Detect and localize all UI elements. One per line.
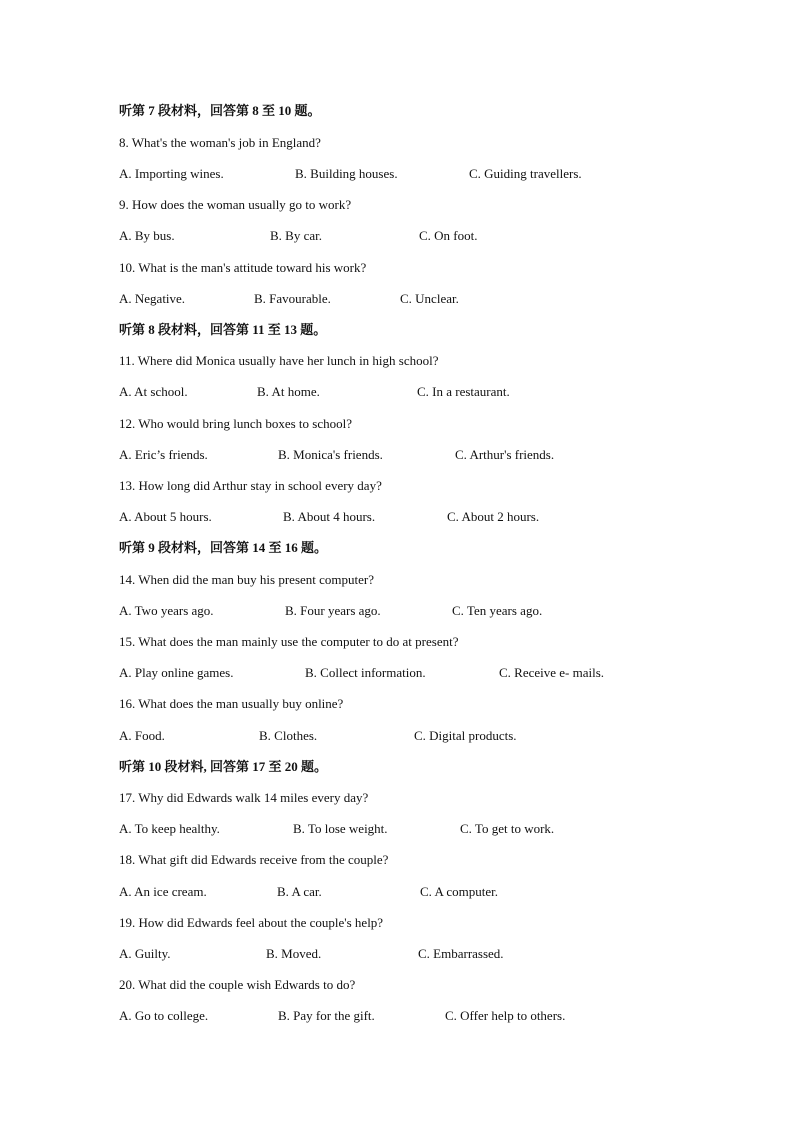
question-text: 18. What gift did Edwards receive from the couple?: [119, 852, 389, 867]
option-b: B. Collect information.: [305, 665, 426, 680]
option-b: B. Pay for the gift.: [278, 1008, 375, 1023]
options-row: [119, 164, 679, 184]
option-a: A. To keep healthy.: [119, 821, 220, 836]
option-b: B. By car.: [270, 228, 322, 243]
option-a: A. About 5 hours.: [119, 509, 212, 524]
options-row: [119, 819, 679, 839]
option-a: A. Play online games.: [119, 665, 234, 680]
question-text: 15. What does the man mainly use the computer to do at present?: [119, 634, 459, 649]
option-b: B. Four years ago.: [285, 603, 381, 618]
option-a: A. At school.: [119, 384, 188, 399]
option-c: C. About 2 hours.: [447, 509, 540, 524]
options-row: [119, 726, 679, 746]
option-b: B. At home.: [257, 384, 320, 399]
option-a: A. Go to college.: [119, 1008, 209, 1023]
options-row: [119, 226, 679, 246]
option-c: C. Unclear.: [400, 291, 459, 306]
option-c: C. To get to work.: [460, 821, 555, 836]
options-row: [119, 507, 679, 527]
option-b: B. To lose weight.: [293, 821, 388, 836]
options-row: [119, 663, 679, 683]
question-text: 19. How did Edwards feel about the couple's help?: [119, 915, 384, 930]
option-a: A. Food.: [119, 728, 165, 743]
options-row: [119, 882, 679, 902]
option-a: A. By bus.: [119, 228, 175, 243]
options-row: [119, 601, 679, 621]
options-row: [119, 944, 679, 964]
question-text: 13. How long did Arthur stay in school every day?: [119, 478, 382, 493]
option-b: B. Clothes.: [259, 728, 318, 743]
option-a: A. Negative.: [119, 291, 186, 306]
option-a: A. Guilty.: [119, 946, 171, 961]
options-row: [119, 289, 679, 309]
question-text: 9. How does the woman usually go to work?: [119, 197, 352, 212]
option-c: C. A computer.: [420, 884, 498, 899]
option-c: C. Offer help to others.: [445, 1008, 566, 1023]
question-text: 11. Where did Monica usually have her lunch in high school?: [119, 353, 439, 368]
option-c: C. On foot.: [419, 228, 478, 243]
section-heading: 听第 8 段材料，回答第 11 至 13 题。: [119, 322, 327, 337]
section-heading: 听第 10 段材料, 回答第 17 至 20 题。: [119, 759, 328, 774]
option-a: A. Importing wines.: [119, 166, 224, 181]
option-c: C. Embarrassed.: [418, 946, 504, 961]
option-c: C. Digital products.: [414, 728, 517, 743]
question-text: 12. Who would bring lunch boxes to school?: [119, 416, 353, 431]
options-row: [119, 445, 679, 465]
section-heading: 听第 7 段材料，回答第 8 至 10 题。: [119, 103, 321, 118]
option-b: B. About 4 hours.: [283, 509, 376, 524]
option-c: C. Arthur's friends.: [455, 447, 555, 462]
option-c: C. Ten years ago.: [452, 603, 543, 618]
question-text: 10. What is the man's attitude toward his work?: [119, 260, 367, 275]
option-c: C. Receive e- mails.: [499, 665, 605, 680]
option-b: B. Moved.: [266, 946, 322, 961]
option-b: B. Monica's friends.: [278, 447, 383, 462]
option-c: C. In a restaurant.: [417, 384, 510, 399]
question-text: 14. When did the man buy his present computer?: [119, 572, 375, 587]
option-a: A. An ice cream.: [119, 884, 207, 899]
option-b: B. Building houses.: [295, 166, 398, 181]
question-text: 20. What did the couple wish Edwards to do?: [119, 977, 356, 992]
option-a: A. Two years ago.: [119, 603, 214, 618]
options-row: [119, 382, 679, 402]
question-text: 17. Why did Edwards walk 14 miles every day?: [119, 790, 369, 805]
section-heading: 听第 9 段材料，回答第 14 至 16 题。: [119, 540, 328, 555]
options-row: [119, 1006, 679, 1026]
option-c: C. Guiding travellers.: [469, 166, 582, 181]
option-b: B. Favourable.: [254, 291, 331, 306]
option-b: B. A car.: [277, 884, 322, 899]
question-text: 16. What does the man usually buy online?: [119, 696, 344, 711]
option-a: A. Eric’s friends.: [119, 447, 208, 462]
question-text: 8. What's the woman's job in England?: [119, 135, 321, 150]
